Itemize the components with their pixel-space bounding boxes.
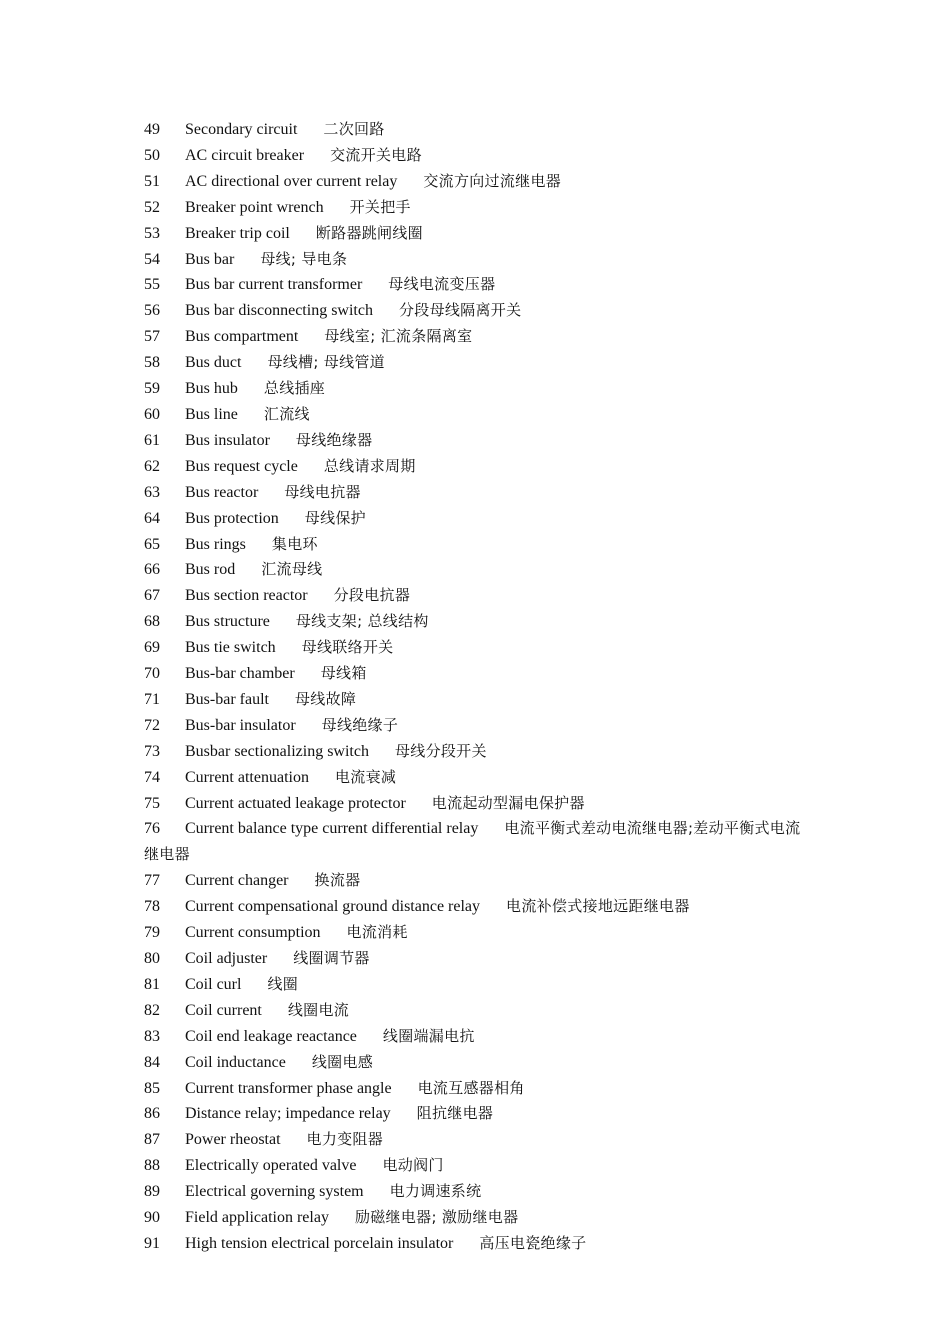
glossary-entry — [144, 169, 812, 195]
glossary-entry — [144, 739, 812, 765]
glossary-entry — [144, 1127, 812, 1153]
english-term: Breaker point wrench — [185, 198, 324, 216]
english-term: Bus tie switch — [185, 639, 276, 657]
entry-number: 75 — [144, 794, 160, 812]
english-term: Bus insulator — [185, 431, 270, 449]
chinese-translation: 线圈电感 — [311, 1052, 374, 1071]
entry-number: 49 — [144, 121, 160, 138]
chinese-translation: 电力调速系统 — [389, 1182, 482, 1201]
chinese-translation: 换流器 — [314, 871, 361, 890]
glossary-entry — [144, 117, 812, 143]
english-term: Bus rings — [185, 535, 246, 553]
chinese-translation: 电流消耗 — [346, 923, 408, 942]
glossary-entry — [144, 713, 812, 739]
entry-number: 59 — [144, 380, 160, 398]
glossary-entry — [144, 583, 812, 609]
glossary-entry — [144, 143, 812, 169]
glossary-entry — [144, 428, 812, 454]
chinese-translation: 电流平衡式差动电流继电器;差动平衡式电流继电器 — [144, 819, 801, 864]
entry-number: 82 — [144, 1001, 160, 1019]
english-term: AC circuit breaker — [185, 146, 305, 164]
glossary-entry — [144, 868, 812, 894]
chinese-translation: 母线联络开关 — [301, 638, 394, 657]
english-term: Coil end leakage reactance — [185, 1027, 357, 1045]
entry-number: 87 — [144, 1131, 160, 1149]
entry-number: 55 — [144, 276, 160, 294]
english-term: Coil inductance — [185, 1053, 286, 1071]
glossary-entry — [144, 1153, 812, 1179]
english-term: AC directional over current relay — [185, 172, 398, 190]
entry-number: 86 — [144, 1105, 160, 1123]
entry-number: 61 — [144, 431, 160, 449]
english-term: Bus reactor — [185, 483, 259, 501]
glossary-entry — [144, 998, 812, 1024]
chinese-translation: 励磁继电器; 激励继电器 — [354, 1208, 519, 1227]
english-term: High tension electrical porcelain insulator — [185, 1234, 454, 1252]
glossary-entry — [144, 687, 812, 713]
english-term: Current changer — [185, 872, 289, 890]
chinese-translation: 母线分段开关 — [394, 741, 487, 760]
english-term: Bus bar current transformer — [185, 276, 363, 294]
glossary-entry — [144, 506, 812, 532]
chinese-translation: 高压电瓷绝缘子 — [479, 1233, 587, 1252]
chinese-translation: 母线绝缘子 — [321, 715, 399, 734]
entry-number: 77 — [144, 872, 160, 890]
chinese-translation: 分段电抗器 — [333, 586, 411, 605]
entry-number: 70 — [144, 665, 160, 683]
glossary-entry — [144, 1101, 812, 1127]
english-term: Coil adjuster — [185, 950, 268, 967]
chinese-translation: 母线绝缘器 — [295, 430, 373, 449]
glossary-entry — [144, 272, 812, 298]
chinese-translation: 母线电抗器 — [284, 482, 361, 501]
glossary-entry — [144, 376, 812, 402]
glossary-entry — [144, 946, 812, 972]
glossary-entry — [144, 1179, 812, 1205]
english-term: Current actuated leakage protector — [185, 794, 406, 812]
entry-number: 62 — [144, 457, 160, 475]
glossary-list — [144, 117, 812, 1257]
glossary-entry — [144, 350, 812, 376]
chinese-translation: 电力变阻器 — [306, 1130, 384, 1149]
entry-number: 65 — [144, 535, 160, 553]
english-term: Bus request cycle — [185, 457, 298, 475]
chinese-translation: 母线保护 — [304, 508, 366, 527]
entry-number: 69 — [144, 639, 160, 657]
chinese-translation: 电动阀门 — [382, 1156, 444, 1175]
chinese-translation: 二次回路 — [323, 120, 385, 138]
english-term: Field application relay — [185, 1209, 329, 1227]
chinese-translation: 分段母线隔离开关 — [398, 301, 522, 320]
english-term: Electrically operated valve — [185, 1157, 357, 1175]
chinese-translation: 母线箱 — [320, 664, 367, 683]
english-term: Current compensational ground distance relay — [185, 898, 481, 916]
entry-number: 80 — [144, 950, 160, 967]
glossary-entry — [144, 402, 812, 428]
glossary-entry — [144, 661, 812, 687]
glossary-entry — [144, 765, 812, 791]
entry-number: 67 — [144, 587, 160, 605]
glossary-entry — [144, 609, 812, 635]
english-term: Power rheostat — [185, 1131, 281, 1149]
chinese-translation: 汇流线 — [263, 404, 310, 423]
chinese-translation: 电流补偿式接地远距继电器 — [506, 897, 690, 916]
chinese-translation: 线圈端漏电抗 — [382, 1026, 475, 1045]
chinese-translation: 总线插座 — [263, 379, 326, 398]
english-term: Secondary circuit — [185, 121, 298, 138]
english-term: Breaker trip coil — [185, 224, 290, 242]
entry-number: 78 — [144, 898, 160, 916]
entry-number: 85 — [144, 1079, 160, 1097]
english-term: Bus hub — [185, 380, 238, 398]
entry-number: 54 — [144, 250, 160, 268]
english-term: Bus duct — [185, 354, 242, 372]
entry-number: 89 — [144, 1183, 160, 1201]
entry-number: 52 — [144, 198, 160, 216]
entry-number: 73 — [144, 742, 160, 760]
entry-number: 79 — [144, 924, 160, 942]
english-term: Electrical governing system — [185, 1183, 364, 1201]
entry-number: 83 — [144, 1027, 160, 1045]
chinese-translation: 线圈调节器 — [293, 949, 370, 967]
glossary-entry — [144, 1076, 812, 1102]
chinese-translation: 电流起动型漏电保护器 — [431, 793, 585, 812]
chinese-translation: 母线支架; 总线结构 — [295, 612, 429, 631]
glossary-entry — [144, 221, 812, 247]
chinese-translation: 母线槽; 母线管道 — [267, 353, 385, 372]
english-term: Bus-bar insulator — [185, 716, 296, 734]
english-term: Busbar sectionalizing switch — [185, 742, 369, 760]
glossary-entry — [144, 1024, 812, 1050]
chinese-translation: 电流互感器相角 — [417, 1078, 525, 1097]
glossary-entry — [144, 1050, 812, 1076]
entry-number: 84 — [144, 1053, 160, 1071]
entry-number: 56 — [144, 302, 160, 320]
glossary-entry — [144, 324, 812, 350]
entry-number: 91 — [144, 1234, 160, 1252]
english-term: Bus structure — [185, 613, 270, 631]
english-term: Current consumption — [185, 924, 321, 942]
glossary-entry — [144, 298, 812, 324]
glossary-entry — [144, 920, 812, 946]
entry-number: 50 — [144, 146, 160, 164]
english-term: Bus bar — [185, 250, 235, 268]
english-term: Bus protection — [185, 509, 279, 527]
english-term: Current attenuation — [185, 768, 309, 786]
chinese-translation: 电流衰减 — [334, 767, 397, 786]
entry-number: 81 — [144, 975, 160, 993]
chinese-translation: 汇流母线 — [261, 560, 323, 579]
english-term: Bus-bar fault — [185, 690, 269, 708]
glossary-entry — [144, 635, 812, 661]
chinese-translation: 断路器跳闸线圈 — [315, 223, 423, 242]
entry-number: 63 — [144, 483, 160, 501]
glossary-entry — [144, 1205, 812, 1231]
chinese-translation: 阻抗继电器 — [416, 1104, 494, 1123]
glossary-entry — [144, 247, 812, 273]
chinese-translation: 交流方向过流继电器 — [423, 171, 562, 190]
glossary-entry — [144, 454, 812, 480]
entry-number: 58 — [144, 354, 160, 372]
entry-number: 76 — [144, 820, 160, 838]
english-term: Bus rod — [185, 561, 236, 579]
entry-number: 68 — [144, 613, 160, 631]
english-term: Coil curl — [185, 975, 242, 993]
entry-number: 60 — [144, 405, 160, 423]
glossary-entry — [144, 480, 812, 506]
entry-number: 71 — [144, 690, 160, 708]
chinese-translation: 总线请求周期 — [323, 456, 416, 475]
chinese-translation: 母线室; 汇流条隔离室 — [324, 327, 473, 346]
english-term: Bus compartment — [185, 328, 299, 346]
glossary-entry — [144, 557, 812, 583]
entry-number: 88 — [144, 1157, 160, 1175]
glossary-entry — [144, 791, 812, 817]
chinese-translation: 线圈电流 — [287, 1000, 350, 1019]
entry-number: 74 — [144, 768, 160, 786]
english-term: Bus bar disconnecting switch — [185, 302, 373, 320]
chinese-translation: 线圈 — [267, 974, 299, 993]
entry-number: 53 — [144, 224, 160, 242]
english-term: Bus section reactor — [185, 587, 308, 605]
chinese-translation: 开关把手 — [349, 197, 411, 216]
chinese-translation: 母线; 导电条 — [260, 249, 348, 268]
glossary-entry — [144, 532, 812, 558]
entry-number: 57 — [144, 328, 160, 346]
glossary-entry — [144, 195, 812, 221]
entry-number: 51 — [144, 172, 160, 190]
english-term: Current balance type current differential relay — [185, 820, 479, 838]
entry-number: 64 — [144, 509, 160, 527]
glossary-entry — [144, 1231, 812, 1257]
entry-number: 66 — [144, 561, 160, 579]
chinese-translation: 母线故障 — [294, 689, 357, 708]
glossary-entry — [144, 816, 812, 868]
english-term: Bus line — [185, 405, 238, 423]
entry-number: 72 — [144, 716, 160, 734]
entry-number: 90 — [144, 1209, 160, 1227]
glossary-entry — [144, 972, 812, 998]
chinese-translation: 母线电流变压器 — [388, 275, 496, 294]
english-term: Distance relay; impedance relay — [185, 1105, 391, 1123]
glossary-entry — [144, 894, 812, 920]
english-term: Current transformer phase angle — [185, 1079, 392, 1097]
chinese-translation: 集电环 — [271, 534, 318, 553]
english-term: Coil current — [185, 1001, 262, 1019]
english-term: Bus-bar chamber — [185, 665, 295, 683]
chinese-translation: 交流开关电路 — [330, 145, 422, 164]
